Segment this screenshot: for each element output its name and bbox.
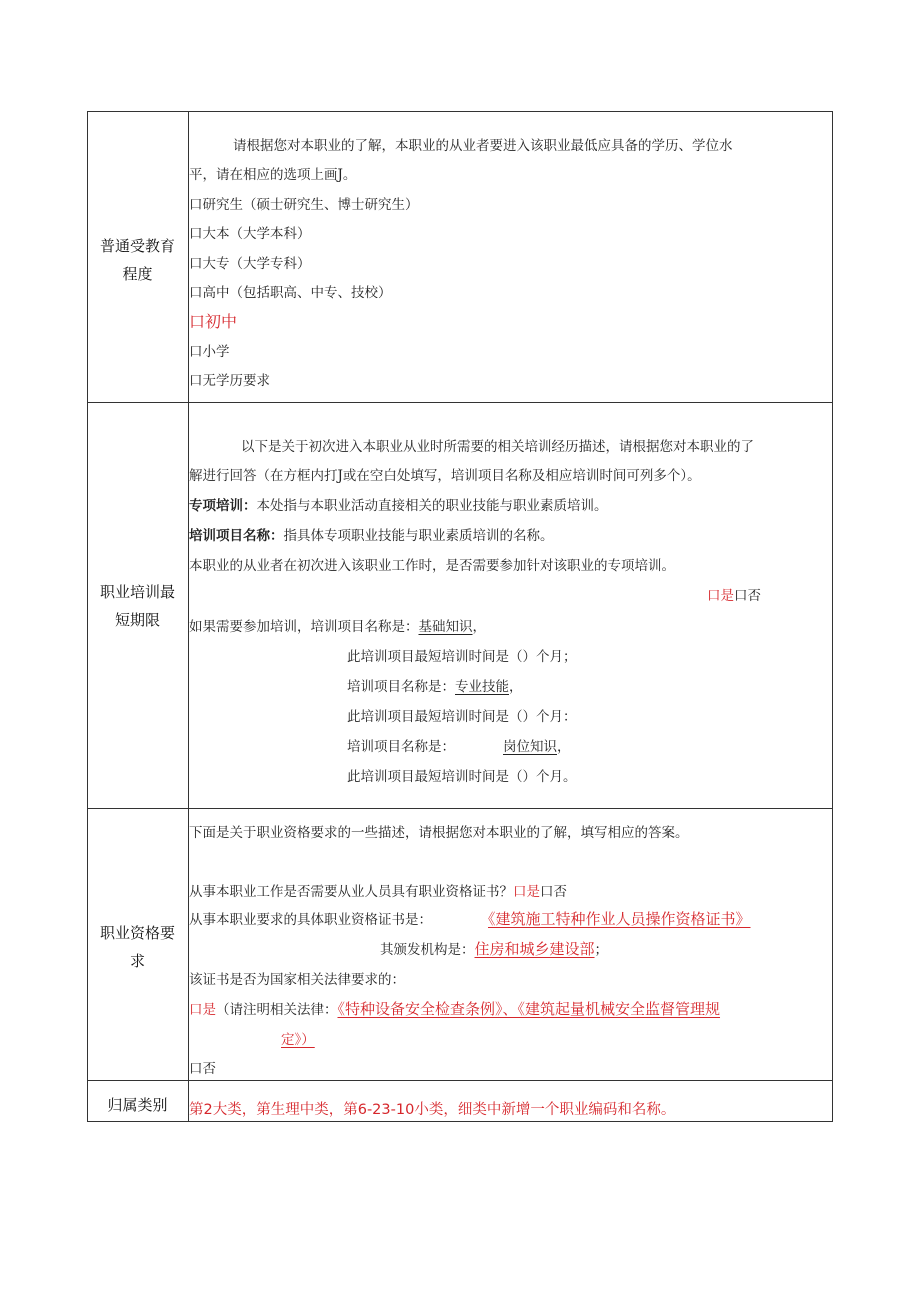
training-item2-prefix: 培训项目名称是： — [347, 679, 455, 695]
education-label — [87, 232, 188, 288]
qualification-law-yes-checkbox[interactable]: 口是 — [189, 1002, 216, 1018]
education-option-graduate[interactable]: 口研究生（硕士研究生、博士研究生） — [189, 197, 419, 213]
training-time3: 此培训项目最短培训时间是（）个月。 — [347, 769, 577, 785]
training-item2-comma: ， — [509, 679, 523, 695]
qualification-issuer-suffix: ； — [594, 942, 609, 958]
qualification-issuer-line — [380, 938, 608, 959]
category-row — [87, 1080, 833, 1122]
qualification-law-question: 该证书是否为国家相关法律要求的： — [189, 972, 405, 988]
training-item2-line — [347, 675, 523, 695]
qualification-cert-line — [189, 908, 751, 929]
training-row — [87, 402, 833, 809]
qualification-label-line2: 求 — [129, 952, 145, 970]
training-answer — [707, 584, 761, 604]
category-label: 归属类别 — [107, 1096, 168, 1114]
education-option-college[interactable]: 口大专（大学专科） — [189, 256, 311, 272]
training-time2: 此培训项目最短培训时间是（）个月： — [347, 709, 577, 725]
training-item-definition — [189, 524, 554, 544]
category-content — [189, 1081, 831, 1121]
training-label — [87, 578, 188, 634]
training-answer-yes-checkbox[interactable]: 口是 — [707, 588, 734, 604]
training-special-term: 专项培训： — [189, 498, 257, 514]
qualification-law-line2 — [281, 1028, 319, 1048]
qualification-label — [87, 919, 188, 975]
qualification-issuer-prefix: 其颁发机构是： — [380, 942, 475, 958]
training-content — [189, 403, 831, 809]
education-row — [87, 111, 833, 403]
education-option-juniorhigh-selected[interactable]: 口初中 — [189, 312, 238, 331]
occupation-form-table — [87, 111, 833, 1121]
training-item1-comma: ， — [472, 619, 486, 635]
training-item-term: 培训项目名称： — [189, 528, 284, 544]
education-label-line1: 普通受教育 — [99, 237, 175, 255]
qualification-laws-line1[interactable]: 《特种设备安全检查条例》、《建筑起量机械安全监督管理规 — [337, 1000, 721, 1018]
training-special-definition — [189, 494, 608, 514]
training-item3-prefix: 培训项目名称是： — [347, 739, 455, 755]
qualification-intro: 下面是关于职业资格要求的一些描述，请根据您对本职业的了解，填写相应的答案。 — [189, 825, 689, 841]
training-item1-line — [189, 615, 486, 635]
training-question: 本职业的从业者在初次进入该职业工作时，是否需要参加针对该职业的专项培训。 — [189, 558, 675, 574]
training-intro-line1: 以下是关于初次进入本职业从业时所需要的相关培训经历描述，请根据您对本职业的了 — [241, 439, 754, 455]
training-if-need-text: 如果需要参加培训，培训项目名称是： — [189, 619, 419, 635]
qualification-yes-checkbox[interactable]: 口是 — [513, 884, 540, 900]
education-content — [189, 112, 831, 403]
training-time1: 此培训项目最短培训时间是（）个月； — [347, 649, 577, 665]
qualification-no-checkbox[interactable]: 口否 — [540, 884, 567, 900]
training-item3-line — [347, 735, 571, 755]
training-item-desc: 指具体专项职业技能与职业素质培训的名称。 — [283, 528, 554, 544]
qualification-cert-prefix: 从事本职业要求的具体职业资格证书是： — [189, 912, 432, 928]
education-label-line2: 程度 — [122, 265, 153, 283]
education-option-none[interactable]: 口无学历要求 — [189, 373, 270, 389]
qualification-law-line1 — [189, 998, 720, 1019]
qualification-law-no-checkbox[interactable]: 口否 — [189, 1061, 216, 1077]
qualification-row — [87, 808, 833, 1081]
education-option-bachelor[interactable]: 口大本（大学本科） — [189, 226, 311, 242]
education-intro-line1: 请根据您对本职业的了解，本职业的从业者要进入该职业最低应具备的学历、学位水 — [233, 138, 733, 154]
qualification-law-note-prefix: （请注明相关法律： — [216, 1002, 338, 1018]
qualification-issuer-name[interactable]: 住房和城乡建设部 — [474, 940, 595, 958]
category-text: 第2大类，第生理中类，第6-23-10小类，细类中新增一个职业编码和名称。 — [189, 1102, 676, 1118]
training-label-line1: 职业培训最 — [99, 583, 175, 601]
education-intro-line2: 平，请在相应的选项上画J。 — [189, 167, 357, 183]
qualification-cert-name[interactable]: 《建筑施工特种作业人员操作资格证书》 — [488, 910, 751, 928]
qualification-question: 从事本职业工作是否需要从业人员具有职业资格证书？ — [189, 884, 513, 900]
training-item3-comma: ， — [557, 739, 571, 755]
training-special-desc: 本处指与本职业活动直接相关的职业技能与职业素质培训。 — [256, 498, 608, 514]
training-answer-no-checkbox[interactable]: 口否 — [734, 588, 761, 604]
qualification-question-line — [189, 880, 567, 900]
education-option-highschool[interactable]: 口高中（包括职高、中专、技校） — [189, 285, 392, 301]
qualification-content — [189, 809, 831, 1081]
training-intro-line2: 解进行回答（在方框内打J或在空白处填写，培训项目名称及相应培训时间可列多个）。 — [189, 468, 701, 484]
training-item1-value[interactable]: 基础知识 — [418, 619, 473, 635]
training-item2-value[interactable]: 专业技能 — [455, 679, 509, 695]
training-item3-value[interactable]: 岗位知识 — [503, 739, 557, 755]
training-label-line2: 短期限 — [114, 611, 160, 629]
qualification-label-line1: 职业资格要 — [99, 924, 175, 942]
education-option-primary[interactable]: 口小学 — [189, 344, 230, 360]
qualification-laws-line2[interactable]: 定》） — [281, 1032, 315, 1048]
